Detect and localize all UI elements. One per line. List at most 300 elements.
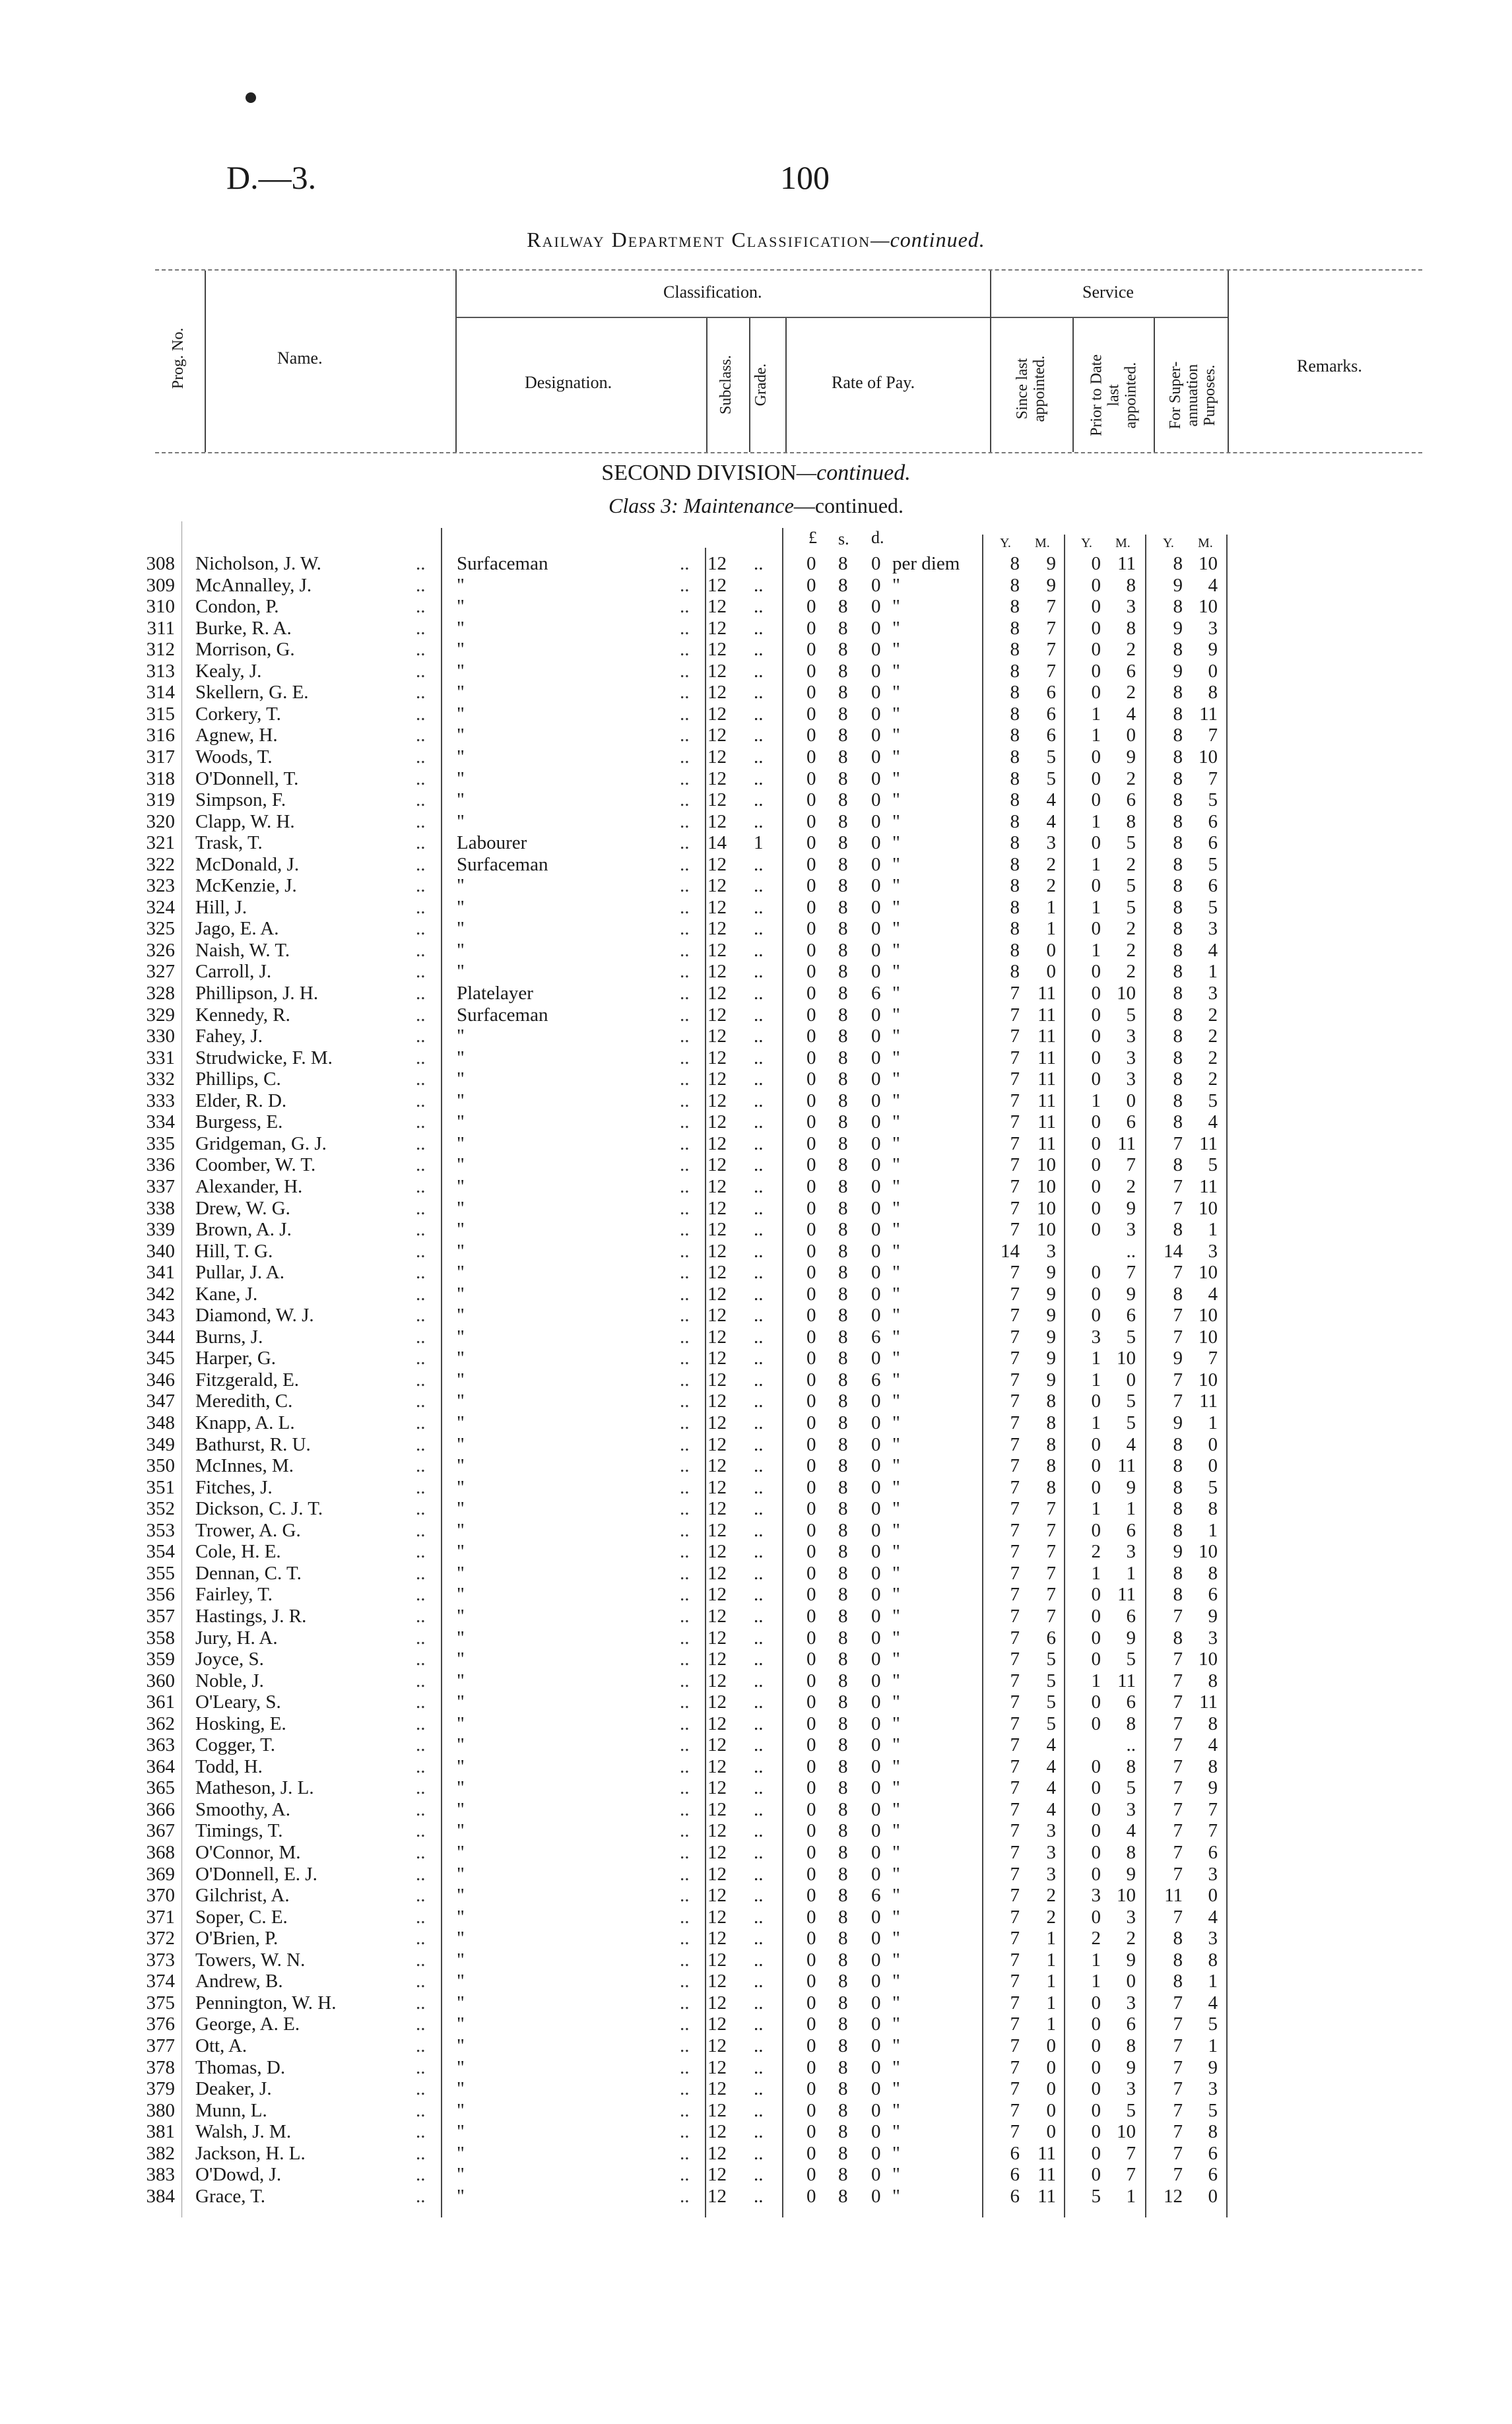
rate-period: "	[892, 1584, 900, 1606]
prog-no: 331	[146, 1047, 175, 1068]
super-months: 5	[1208, 2014, 1218, 2035]
designation: "	[457, 574, 465, 596]
designation: "	[457, 1906, 465, 1928]
since-last-months: 1	[1046, 896, 1056, 918]
leader-dots: ..	[416, 2164, 426, 2186]
super-months: 8	[1208, 2121, 1218, 2143]
prog-no: 349	[146, 1433, 175, 1455]
prog-no: 336	[146, 1154, 175, 1176]
rate-pounds: 0	[806, 1111, 816, 1133]
table-row	[0, 1649, 1512, 1670]
rate-pence: 0	[871, 1605, 881, 1627]
super-years: 7	[1173, 1755, 1183, 1777]
prior-months: 2	[1126, 682, 1136, 704]
prior-months: 2	[1126, 1928, 1136, 1949]
super-years: 8	[1173, 832, 1183, 854]
prior-months: 2	[1126, 639, 1136, 661]
rate-pounds: 0	[806, 1906, 816, 1928]
super-years: 8	[1173, 725, 1183, 746]
prior-years: 2	[1091, 1928, 1101, 1949]
designation: "	[457, 1305, 465, 1327]
classification-rule	[455, 317, 1228, 318]
employee-name: Naish, W. T.	[195, 939, 290, 961]
rate-pounds: 0	[806, 896, 816, 918]
rate-pounds: 0	[806, 1798, 816, 1820]
table-row	[0, 940, 1512, 962]
since-last-months: 1	[1046, 918, 1056, 940]
employee-name: Kealy, J.	[195, 660, 262, 682]
prior-years: 0	[1091, 1777, 1101, 1799]
designation: Surfaceman	[457, 853, 548, 875]
prior-years: 0	[1091, 2121, 1101, 2143]
rate-pounds: 0	[806, 1605, 816, 1627]
rate-pence: 0	[871, 1111, 881, 1133]
rate-pence: 0	[871, 832, 881, 854]
employee-name: Joyce, S.	[195, 1649, 264, 1670]
prior-years: 0	[1091, 768, 1101, 789]
rate-pounds: 0	[806, 810, 816, 832]
designation: "	[457, 596, 465, 618]
rate-period: "	[892, 703, 900, 725]
rate-period: "	[892, 1649, 900, 1670]
since-last-months: 6	[1046, 1627, 1056, 1649]
since-last-years: 7	[1010, 2035, 1020, 2056]
prior-months: 2	[1126, 768, 1136, 789]
rate-period: "	[892, 1755, 900, 1777]
since-last-years: 7	[1010, 1004, 1020, 1026]
employee-name: Skellern, G. E.	[195, 682, 309, 704]
rate-pence: 0	[871, 1348, 881, 1369]
employee-name: Condon, P.	[195, 596, 279, 618]
grade: ..	[754, 1004, 764, 1026]
rate-pounds: 0	[806, 1734, 816, 1756]
prior-months: ..	[1126, 1734, 1136, 1756]
prior-months: 8	[1126, 810, 1136, 832]
rate-period: "	[892, 1433, 900, 1455]
table-row	[0, 1133, 1512, 1155]
prior-years: 0	[1091, 1605, 1101, 1627]
leader-dots: ..	[680, 1906, 690, 1928]
rate-pence: 0	[871, 918, 881, 940]
rate-shillings: 8	[838, 896, 848, 918]
rate-period: "	[892, 1885, 900, 1907]
rate-period: "	[892, 961, 900, 983]
subclass: 12	[707, 853, 727, 875]
since-last-years: 7	[1010, 1047, 1020, 1068]
rate-period: "	[892, 682, 900, 704]
rate-period: "	[892, 1154, 900, 1176]
super-months: 4	[1208, 1906, 1218, 1928]
leader-dots: ..	[416, 918, 426, 940]
since-last-years: 7	[1010, 1691, 1020, 1713]
prog-no: 328	[146, 983, 175, 1004]
prog-no: 378	[146, 2056, 175, 2078]
since-last-months: 9	[1046, 1326, 1056, 1348]
prior-months: 9	[1126, 1627, 1136, 1649]
leader-dots: ..	[680, 1670, 690, 1691]
rate-pounds: 0	[806, 875, 816, 897]
since-last-years: 8	[1010, 768, 1020, 789]
super-months: 8	[1208, 1562, 1218, 1584]
grade: ..	[754, 1885, 764, 1907]
prog-no: 324	[146, 896, 175, 918]
leader-dots: ..	[680, 703, 690, 725]
rate-pounds: 0	[806, 725, 816, 746]
rate-pence: 0	[871, 1433, 881, 1455]
rate-pence: 0	[871, 1090, 881, 1111]
grade: ..	[754, 1627, 764, 1649]
rate-pounds: 0	[806, 1820, 816, 1842]
subclass: 12	[707, 1305, 727, 1327]
prior-years: 0	[1091, 1004, 1101, 1026]
rate-period: "	[892, 2121, 900, 2143]
leader-dots: ..	[680, 1777, 690, 1799]
since-last-years: 7	[1010, 1949, 1020, 1971]
rate-pence: 0	[871, 596, 881, 618]
leader-dots: ..	[416, 1391, 426, 1412]
since-last-years: 7	[1010, 2121, 1020, 2143]
rate-pounds: 0	[806, 1755, 816, 1777]
prog-no: 371	[146, 1906, 175, 1928]
prog-no: 360	[146, 1670, 175, 1691]
table-row	[0, 1520, 1512, 1542]
super-years: 8	[1173, 1026, 1183, 1047]
since-last-years: 7	[1010, 1498, 1020, 1520]
rate-shillings: 8	[838, 2142, 848, 2164]
since-last-years: 7	[1010, 1562, 1020, 1584]
rate-pence: 6	[871, 983, 881, 1004]
leader-dots: ..	[416, 1219, 426, 1241]
leader-dots: ..	[680, 1262, 690, 1284]
since-last-years: 6	[1010, 2142, 1020, 2164]
table-row	[0, 789, 1512, 811]
rate-pounds: 0	[806, 1971, 816, 1992]
leader-dots: ..	[416, 1949, 426, 1971]
subclass: 12	[707, 1412, 727, 1433]
prior-years: 0	[1091, 1305, 1101, 1327]
prior-months: 7	[1126, 1262, 1136, 1284]
since-last-months: 0	[1046, 2035, 1056, 2056]
grade: ..	[754, 1734, 764, 1756]
rate-pounds: 0	[806, 1562, 816, 1584]
rate-period: "	[892, 2142, 900, 2164]
since-last-years: 8	[1010, 596, 1020, 618]
table-row	[0, 1327, 1512, 1348]
super-months: 5	[1208, 896, 1218, 918]
super-months: 6	[1208, 875, 1218, 897]
employee-name: Kennedy, R.	[195, 1004, 290, 1026]
page-title	[0, 228, 1512, 252]
prior-months: 3	[1126, 1068, 1136, 1090]
rate-period: "	[892, 939, 900, 961]
leader-dots: ..	[416, 983, 426, 1004]
subclass: 12	[707, 768, 727, 789]
prior-years: 5	[1091, 2185, 1101, 2207]
grade: ..	[754, 1498, 764, 1520]
rate-pounds: 0	[806, 1283, 816, 1305]
subclass: 12	[707, 1455, 727, 1477]
rate-pence: 0	[871, 875, 881, 897]
leader-dots: ..	[680, 1649, 690, 1670]
unit-years: Y.	[1000, 536, 1011, 550]
since-last-years: 7	[1010, 1734, 1020, 1756]
prior-years: 1	[1091, 1412, 1101, 1433]
rate-pounds: 0	[806, 1433, 816, 1455]
unit-years: Y.	[1163, 536, 1174, 550]
employee-name: Morrison, G.	[195, 639, 295, 661]
prior-years: 0	[1091, 574, 1101, 596]
since-last-years: 7	[1010, 1262, 1020, 1284]
since-last-months: 7	[1046, 617, 1056, 639]
designation: "	[457, 746, 465, 768]
super-months: 1	[1208, 1219, 1218, 1241]
table-row	[0, 1219, 1512, 1241]
rate-period: "	[892, 2099, 900, 2121]
grade: ..	[754, 1369, 764, 1391]
designation: "	[457, 1476, 465, 1498]
since-last-years: 7	[1010, 1326, 1020, 1348]
super-years: 8	[1173, 682, 1183, 704]
employee-name: Trask, T.	[195, 832, 263, 854]
prog-no: 361	[146, 1691, 175, 1713]
prior-months: 11	[1117, 1584, 1136, 1606]
rate-pence: 0	[871, 1842, 881, 1863]
prior-months: 0	[1126, 725, 1136, 746]
col-since-last: Since last appointed.	[1014, 355, 1048, 422]
table-row	[0, 811, 1512, 833]
rate-shillings: 8	[838, 1498, 848, 1520]
grade: ..	[754, 1154, 764, 1176]
designation: "	[457, 1369, 465, 1391]
rate-period: "	[892, 1197, 900, 1219]
rate-pence: 0	[871, 2185, 881, 2207]
rate-period: "	[892, 2035, 900, 2056]
rate-pounds: 0	[806, 939, 816, 961]
rate-shillings: 8	[838, 1928, 848, 1949]
class-label: Class 3:	[608, 494, 678, 517]
super-months: 1	[1208, 2035, 1218, 2056]
subclass: 12	[707, 596, 727, 618]
employee-name: Gridgeman, G. J.	[195, 1132, 327, 1154]
prior-years: 0	[1091, 983, 1101, 1004]
subclass: 12	[707, 1906, 727, 1928]
leader-dots: ..	[416, 875, 426, 897]
prog-no: 311	[147, 617, 175, 639]
employee-name: Walsh, J. M.	[195, 2121, 292, 2143]
since-last-months: 1	[1046, 1971, 1056, 1992]
rate-pence: 0	[871, 1391, 881, 1412]
designation: "	[457, 768, 465, 789]
since-last-months: 11	[1037, 1132, 1056, 1154]
super-months: 5	[1208, 789, 1218, 811]
leader-dots: ..	[680, 1519, 690, 1541]
rate-shillings: 8	[838, 961, 848, 983]
header-divider	[706, 318, 707, 452]
super-years: 8	[1173, 896, 1183, 918]
prior-months: 5	[1126, 1412, 1136, 1433]
rate-pounds: 0	[806, 2185, 816, 2207]
rate-pounds: 0	[806, 617, 816, 639]
since-last-years: 8	[1010, 896, 1020, 918]
rate-pounds: 0	[806, 1197, 816, 1219]
leader-dots: ..	[416, 896, 426, 918]
leader-dots: ..	[416, 574, 426, 596]
grade: ..	[754, 639, 764, 661]
grade: ..	[754, 1132, 764, 1154]
prior-months: 6	[1126, 660, 1136, 682]
rate-pounds: 0	[806, 2035, 816, 2056]
super-months: 1	[1208, 1519, 1218, 1541]
prior-months: 7	[1126, 2142, 1136, 2164]
super-months: 9	[1208, 1777, 1218, 1799]
rate-period: "	[892, 2056, 900, 2078]
grade: ..	[754, 1777, 764, 1799]
table-row	[0, 575, 1512, 597]
designation: "	[457, 1798, 465, 1820]
rate-period: "	[892, 1928, 900, 1949]
since-last-years: 8	[1010, 810, 1020, 832]
prior-months: 1	[1126, 1498, 1136, 1520]
prior-years: 3	[1091, 1326, 1101, 1348]
rate-pence: 0	[871, 660, 881, 682]
employee-name: O'Donnell, T.	[195, 768, 299, 789]
since-last-months: 10	[1037, 1219, 1056, 1241]
leader-dots: ..	[416, 1906, 426, 1928]
leader-dots: ..	[680, 1305, 690, 1327]
rate-period: "	[892, 1906, 900, 1928]
rate-shillings: 8	[838, 939, 848, 961]
rate-shillings: 8	[838, 1047, 848, 1068]
title-continued: —continued.	[871, 228, 985, 251]
subclass: 12	[707, 2142, 727, 2164]
class-name: Maintenance	[683, 494, 794, 517]
table-row	[0, 1391, 1512, 1412]
designation: "	[457, 1541, 465, 1563]
leader-dots: ..	[416, 832, 426, 854]
super-years: 8	[1173, 1498, 1183, 1520]
rate-pence: 0	[871, 2121, 881, 2143]
designation: "	[457, 1734, 465, 1756]
rate-shillings: 8	[838, 1798, 848, 1820]
rate-pence: 0	[871, 2142, 881, 2164]
since-last-months: 11	[1037, 1004, 1056, 1026]
since-last-months: 5	[1046, 768, 1056, 789]
rate-pence: 0	[871, 853, 881, 875]
grade: ..	[754, 789, 764, 811]
prog-no: 354	[146, 1541, 175, 1563]
since-last-months: 2	[1046, 853, 1056, 875]
rate-period: "	[892, 1777, 900, 1799]
unit-months: M.	[1035, 536, 1050, 550]
rate-pence: 0	[871, 574, 881, 596]
prior-months: 1	[1126, 2185, 1136, 2207]
designation: "	[457, 875, 465, 897]
super-months: 7	[1208, 725, 1218, 746]
grade: ..	[754, 660, 764, 682]
since-last-months: 8	[1046, 1433, 1056, 1455]
leader-dots: ..	[416, 660, 426, 682]
subclass: 12	[707, 983, 727, 1004]
prior-months: 11	[1117, 1670, 1136, 1691]
rate-pence: 0	[871, 896, 881, 918]
table-row	[0, 1627, 1512, 1649]
prior-months: 2	[1126, 961, 1136, 983]
rate-pounds: 0	[806, 2078, 816, 2100]
prog-no: 326	[146, 939, 175, 961]
leader-dots: ..	[680, 1175, 690, 1197]
prior-years: 0	[1091, 1455, 1101, 1477]
since-last-months: 8	[1046, 1476, 1056, 1498]
grade: ..	[754, 918, 764, 940]
leader-dots: ..	[416, 1734, 426, 1756]
leader-dots: ..	[680, 1433, 690, 1455]
prior-years: 1	[1091, 1670, 1101, 1691]
rate-shillings: 8	[838, 832, 848, 854]
grade: ..	[754, 983, 764, 1004]
rate-pence: 0	[871, 789, 881, 811]
prior-years: 0	[1091, 1111, 1101, 1133]
super-months: 4	[1208, 939, 1218, 961]
rate-shillings: 8	[838, 2056, 848, 2078]
since-last-years: 8	[1010, 553, 1020, 574]
grade: ..	[754, 875, 764, 897]
grade: ..	[754, 574, 764, 596]
prior-years: 0	[1091, 660, 1101, 682]
super-months: 11	[1199, 703, 1218, 725]
rate-pence: 0	[871, 1713, 881, 1734]
since-last-years: 8	[1010, 725, 1020, 746]
super-months: 2	[1208, 1026, 1218, 1047]
rate-shillings: 8	[838, 1219, 848, 1241]
rate-pence: 0	[871, 1519, 881, 1541]
header-divider	[990, 271, 991, 452]
super-years: 8	[1173, 961, 1183, 983]
grade: ..	[754, 1949, 764, 1971]
designation: "	[457, 660, 465, 682]
leader-dots: ..	[680, 1455, 690, 1477]
table-row	[0, 918, 1512, 940]
prog-no: 309	[146, 574, 175, 596]
subclass: 12	[707, 1498, 727, 1520]
prog-no: 330	[146, 1026, 175, 1047]
rate-period: "	[892, 660, 900, 682]
rate-period: "	[892, 1627, 900, 1649]
since-last-months: 9	[1046, 574, 1056, 596]
prior-years: 0	[1091, 2014, 1101, 2035]
unit-months: M.	[1115, 536, 1131, 550]
subclass: 12	[707, 1842, 727, 1863]
super-months: 5	[1208, 2099, 1218, 2121]
super-years: 7	[1173, 1798, 1183, 1820]
subclass: 12	[707, 2099, 727, 2121]
super-years: 8	[1173, 1283, 1183, 1305]
grade: ..	[754, 2056, 764, 2078]
prog-no: 325	[146, 918, 175, 940]
rate-shillings: 8	[838, 1885, 848, 1907]
rate-period: "	[892, 746, 900, 768]
super-months: 4	[1208, 1992, 1218, 2014]
prior-years: 0	[1091, 1219, 1101, 1241]
table-row	[0, 1154, 1512, 1176]
prog-no: 379	[146, 2078, 175, 2100]
designation: "	[457, 1649, 465, 1670]
prior-years: 0	[1091, 961, 1101, 983]
prog-no: 373	[146, 1949, 175, 1971]
prog-no: 374	[146, 1971, 175, 1992]
table-row	[0, 1820, 1512, 1842]
rate-pence: 0	[871, 1476, 881, 1498]
since-last-years: 8	[1010, 853, 1020, 875]
